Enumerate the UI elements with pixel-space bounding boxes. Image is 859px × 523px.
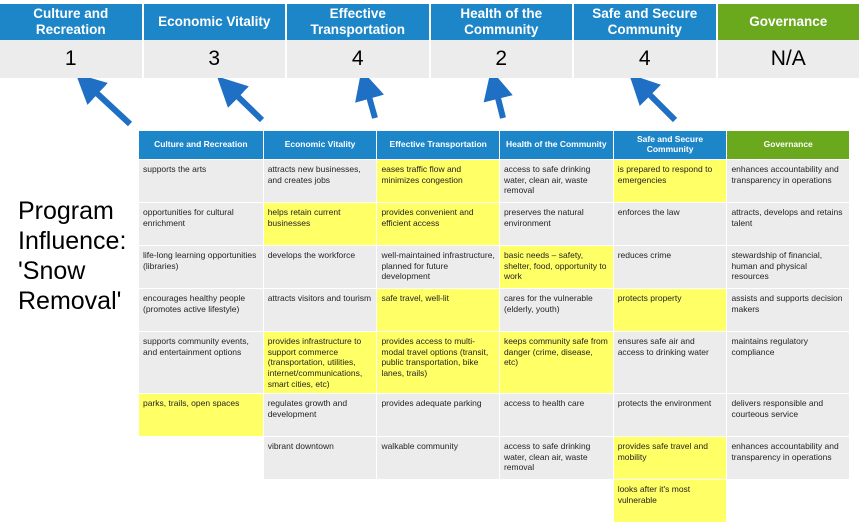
matrix-cell: eases traffic flow and minimizes congestion xyxy=(377,160,500,203)
caption-line-1: Program xyxy=(18,196,138,226)
matrix-cell xyxy=(139,437,264,480)
matrix-cell: protects property xyxy=(613,289,727,332)
table-row xyxy=(139,203,850,246)
matrix-cell: parks, trails, open spaces xyxy=(139,394,264,437)
header-safe-and-secure-community: Safe and Secure Community xyxy=(574,4,718,40)
matrix-cell: provides access to multi-modal travel options (transit, public transportation, bike lanes, trails) xyxy=(377,332,500,394)
caption-line-3: 'Snow xyxy=(18,256,138,286)
matrix-cell: vibrant downtown xyxy=(263,437,377,480)
matrix-cell: provides convenient and efficient access xyxy=(377,203,500,246)
matrix-cell: safe travel, well-lit xyxy=(377,289,500,332)
matrix-cell: regulates growth and development xyxy=(263,394,377,437)
priority-criteria-matrix xyxy=(138,130,850,523)
matrix-cell: cares for the vulnerable (elderly, youth) xyxy=(499,289,613,332)
table-row xyxy=(139,480,850,523)
arrow-effective-transportation xyxy=(366,86,375,118)
matrix-header-governance: Governance xyxy=(727,131,850,160)
matrix-cell: provides adequate parking xyxy=(377,394,500,437)
matrix-cell: enforces the law xyxy=(613,203,727,246)
table-row xyxy=(139,332,850,394)
table-row xyxy=(139,394,850,437)
matrix-cell: protects the environment xyxy=(613,394,727,437)
matrix-cell xyxy=(263,480,377,523)
score-governance: N/A xyxy=(718,40,859,78)
table-row xyxy=(139,437,850,480)
header-economic-vitality: Economic Vitality xyxy=(144,4,288,40)
matrix-cell: walkable community xyxy=(377,437,500,480)
matrix-header-effective-transportation: Effective Transportation xyxy=(377,131,500,160)
score-economic-vitality: 3 xyxy=(144,40,288,78)
influence-arrows-group xyxy=(0,78,859,130)
arrow-safe-and-secure-community xyxy=(641,86,675,120)
matrix-cell: stewardship of financial, human and physical resources xyxy=(727,246,850,289)
matrix-cell: delivers responsible and courteous service xyxy=(727,394,850,437)
table-row xyxy=(139,160,850,203)
matrix-cell: looks after it's most vulnerable xyxy=(613,480,727,523)
matrix-cell: attracts visitors and tourism xyxy=(263,289,377,332)
matrix-cell xyxy=(377,480,500,523)
matrix-cell: helps retain current businesses xyxy=(263,203,377,246)
arrow-economic-vitality xyxy=(229,88,262,120)
matrix-cell: access to safe drinking water, clean air, waste removal xyxy=(499,437,613,480)
program-influence-caption xyxy=(18,196,138,316)
matrix-cell xyxy=(727,480,850,523)
matrix-cell: maintains regulatory compliance xyxy=(727,332,850,394)
matrix-cell: access to health care xyxy=(499,394,613,437)
header-culture-and-recreation: Culture and Recreation xyxy=(0,4,144,40)
header-health-of-the-community: Health of the Community xyxy=(431,4,575,40)
matrix-cell: keeps community safe from danger (crime, disease, etc) xyxy=(499,332,613,394)
matrix-header-health-of-the-community: Health of the Community xyxy=(499,131,613,160)
matrix-cell xyxy=(499,480,613,523)
matrix-cell: provides safe travel and mobility xyxy=(613,437,727,480)
header-effective-transportation: Effective Transportation xyxy=(287,4,431,40)
arrow-health-of-the-community xyxy=(495,86,503,118)
matrix-header-row xyxy=(139,131,850,160)
matrix-header-culture-and-recreation: Culture and Recreation xyxy=(139,131,264,160)
matrix-cell: develops the workforce xyxy=(263,246,377,289)
strategic-priorities-header xyxy=(0,4,859,40)
score-culture-and-recreation: 1 xyxy=(0,40,144,78)
matrix-cell: attracts, develops and retains talent xyxy=(727,203,850,246)
matrix-cell: opportunities for cultural enrichment xyxy=(139,203,264,246)
header-governance: Governance xyxy=(718,4,859,40)
matrix-cell: reduces crime xyxy=(613,246,727,289)
matrix-cell: basic needs – safety, shelter, food, opportunity to work xyxy=(499,246,613,289)
matrix-cell: well-maintained infrastructure, planned for future development xyxy=(377,246,500,289)
matrix-header-safe-and-secure-community: Safe and Secure Community xyxy=(613,131,727,160)
matrix-cell: assists and supports decision makers xyxy=(727,289,850,332)
matrix-cell: life-long learning opportunities (libraries) xyxy=(139,246,264,289)
matrix-cell: supports the arts xyxy=(139,160,264,203)
matrix-cell: encourages healthy people (promotes active lifestyle) xyxy=(139,289,264,332)
table-row xyxy=(139,289,850,332)
matrix-cell: enhances accountability and transparency in operations xyxy=(727,160,850,203)
matrix-cell: supports community events, and entertainment options xyxy=(139,332,264,394)
matrix-cell: preserves the natural environment xyxy=(499,203,613,246)
score-row xyxy=(0,40,859,80)
score-effective-transportation: 4 xyxy=(287,40,431,78)
caption-line-2: Influence: xyxy=(18,226,138,256)
matrix-cell: ensures safe air and access to drinking water xyxy=(613,332,727,394)
matrix-cell: attracts new businesses, and creates jobs xyxy=(263,160,377,203)
table-row xyxy=(139,246,850,289)
matrix-cell xyxy=(139,480,264,523)
matrix-cell: provides infrastructure to support commerce (transportation, utilities, internet/communications, smart cities, etc) xyxy=(263,332,377,394)
arrow-culture-and-recreation xyxy=(88,85,130,124)
score-health-of-the-community: 2 xyxy=(431,40,575,78)
matrix-cell: access to safe drinking water, clean air, waste removal xyxy=(499,160,613,203)
score-safe-and-secure-community: 4 xyxy=(574,40,718,78)
matrix-cell: enhances accountability and transparency in operations xyxy=(727,437,850,480)
matrix-header-economic-vitality: Economic Vitality xyxy=(263,131,377,160)
caption-line-4: Removal' xyxy=(18,286,138,316)
matrix-cell: is prepared to respond to emergencies xyxy=(613,160,727,203)
